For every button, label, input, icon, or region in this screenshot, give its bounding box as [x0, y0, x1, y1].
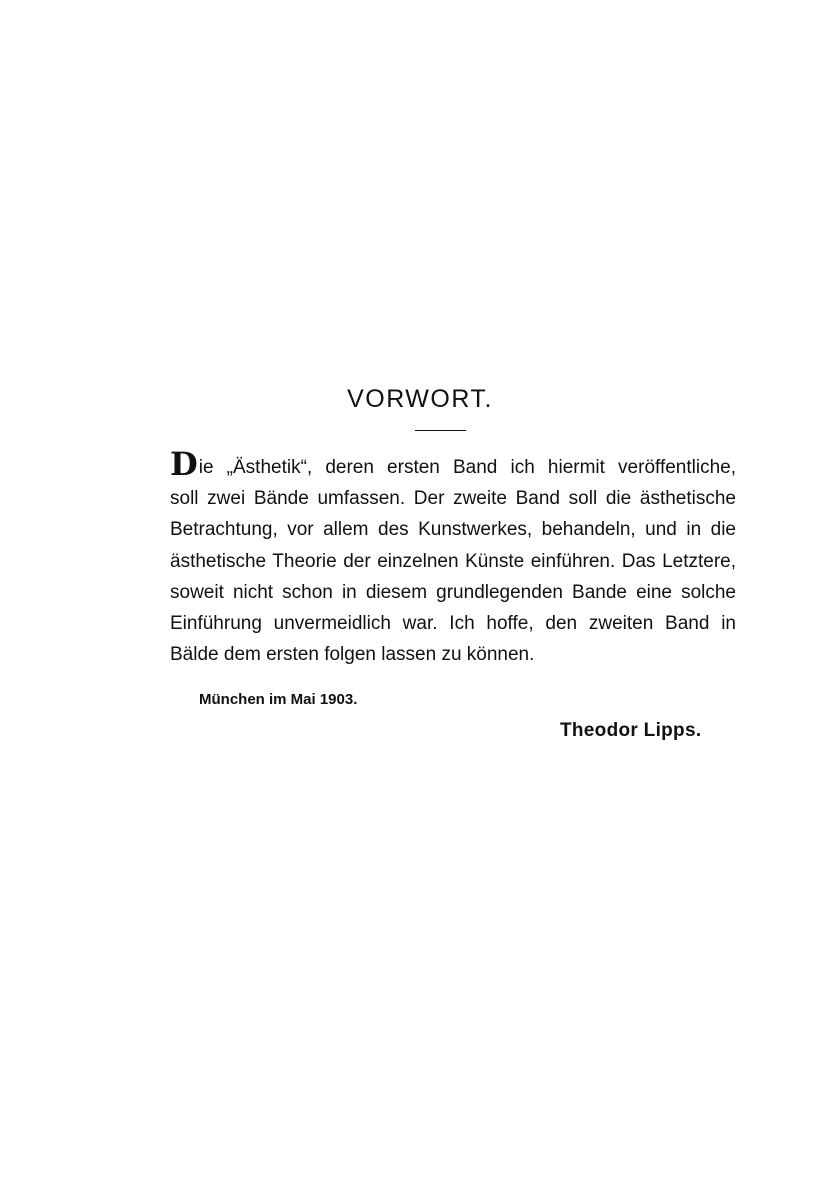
paragraph-line-5: soweit nicht schon in diesem grundlegenden Bande eine solche	[170, 581, 736, 603]
place-date: München im Mai 1903.	[199, 691, 358, 708]
page-title: VORWORT.	[347, 385, 493, 413]
paragraph-line-1	[170, 445, 736, 483]
paragraph-line-7: Bälde dem ersten folgen lassen zu können.	[170, 644, 535, 666]
title-divider	[415, 430, 466, 431]
drop-cap: D	[170, 445, 198, 483]
paragraph-line-2: soll zwei Bände umfassen. Der zweite Band soll die ästhetische	[170, 488, 736, 510]
paragraph-line-text: ie „Ästhetik“, deren ersten Band ich hiermit veröffentliche,	[198, 457, 736, 478]
paragraph-line-3: Betrachtung, vor allem des Kunstwerkes, behandeln, und in die	[170, 519, 736, 541]
preface-paragraph	[170, 445, 736, 670]
paragraph-line-4: ästhetische Theorie der einzelnen Künste einführen. Das Letztere,	[170, 550, 736, 572]
author-signature: Theodor Lipps.	[560, 720, 702, 741]
paragraph-line-6: Einführung unvermeidlich war. Ich hoffe, den zweiten Band in	[170, 612, 736, 634]
